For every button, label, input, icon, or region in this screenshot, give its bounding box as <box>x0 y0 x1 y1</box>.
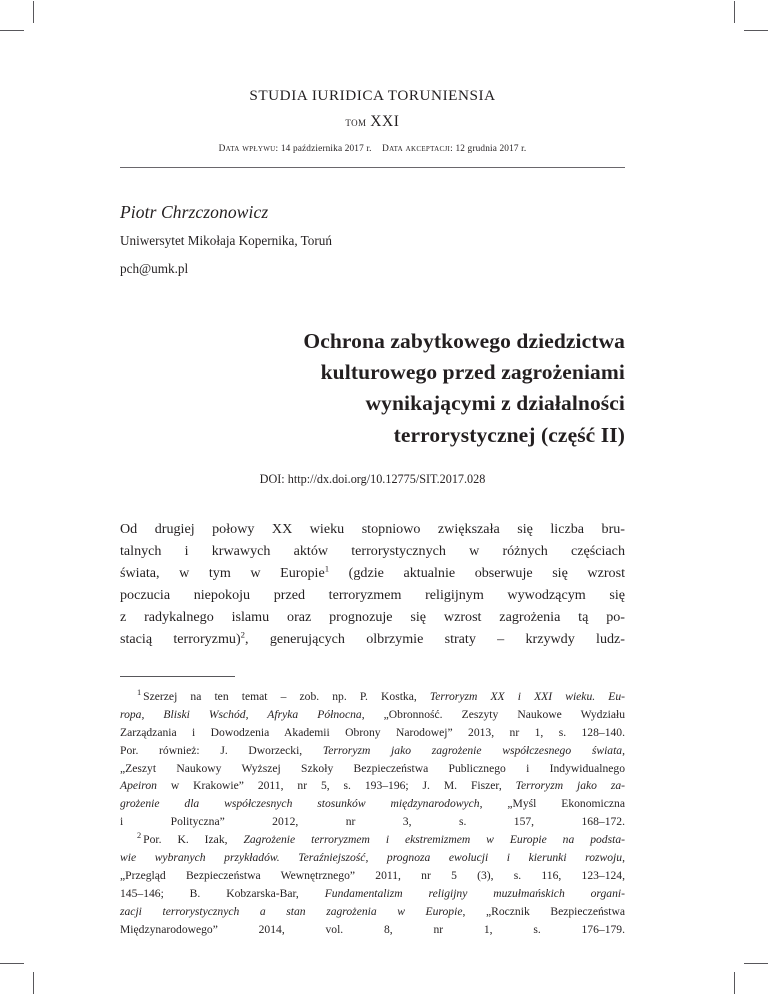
footnote-first-line <box>120 688 625 706</box>
accepted-value: 12 grudnia 2017 r. <box>455 143 527 154</box>
footnote-first-line <box>120 831 625 849</box>
footnote-line: ropa, Bliski Wschód, Afryka Północna, „Obronność. Zeszyty Naukowe Wydziału <box>120 707 625 721</box>
received-value: 14 października 2017 r. <box>280 143 372 154</box>
crop-mark-bottom-left-horizontal <box>0 963 24 964</box>
footnote-line: Zarządzania i Dowodzenia Akademii Obrony Narodowej” 2013, nr 1, s. 128–140. <box>120 725 625 739</box>
article-title <box>120 326 625 451</box>
doi-line[interactable]: DOI: http://dx.doi.org/10.12775/SIT.2017.028 <box>259 471 486 486</box>
journal-masthead <box>120 0 625 155</box>
volume-line <box>120 113 625 132</box>
crop-mark-bottom-right-vertical <box>734 972 735 994</box>
article-title-line: terrorystycznej (część II) <box>393 422 625 447</box>
article-title-line: wynikającymi z działalności <box>365 391 625 416</box>
author-affiliation: Uniwersytet Mikołaja Kopernika, Toruń <box>120 233 332 249</box>
crop-mark-top-left-horizontal <box>0 30 24 31</box>
body-line: talnych i krwawych aktów terrorystycznych w różnych częściach <box>120 542 625 559</box>
body-line-text: (gdzie aktualnie obserwuje się wzrost <box>329 564 625 581</box>
body-line: Od drugiej połowy XX wieku stopniowo zwiększała się liczba bru- <box>120 520 625 537</box>
page-content <box>120 0 625 939</box>
author-block <box>120 201 625 278</box>
body-line: z radykalnego islamu oraz prognozuje się wzrost zagrożenia tą po- <box>120 608 625 625</box>
footnote-line: wie wybranych przykładów. Teraźniejszość, prognoza ewolucji i kierunki rozwoju, <box>120 851 625 865</box>
footnote-line-content: Szerzej na ten temat – zob. np. P. Kostka, Terroryzm XX i XXI wieku. Eu- <box>143 689 626 703</box>
crop-mark-top-left-vertical <box>33 1 34 23</box>
crop-mark-top-right-vertical <box>734 1 735 23</box>
footnotes-section <box>120 688 625 939</box>
body-line-text: stacią terroryzmu) <box>120 630 241 647</box>
author-email: pch@umk.pl <box>120 261 189 277</box>
volume-number: XXI <box>370 113 400 130</box>
footnote-line: „Zeszyt Naukowy Wyższej Szkoły Bezpieczeństwa Publicznego i Indywidualnego <box>120 761 625 775</box>
footnote-ref-2[interactable]: 2 <box>240 629 246 640</box>
footnote-line: grożenie dla współczesnych stosunków międzynarodowych, „Myśl Ekonomiczna <box>120 797 625 811</box>
body-text <box>120 518 625 650</box>
footnote-line: 145–146; B. Kobzarska-Bar, Fundamentalizm religijny muzułmańskich organi- <box>120 886 625 900</box>
accepted-label: Data akceptacji: <box>382 143 453 154</box>
header-divider <box>120 167 625 168</box>
article-title-line: Ochrona zabytkowego dziedzictwa <box>303 329 625 354</box>
footnote-line: „Przegląd Bezpieczeństwa Wewnętrznego” 2011, nr 5 (3), s. 116, 123–124, <box>120 868 625 882</box>
body-line: poczucia niepokoju przed terroryzmem religijnym wywodzącym się <box>120 586 625 603</box>
body-line <box>120 562 625 584</box>
received-label: Data wpływu: <box>218 143 279 154</box>
crop-mark-top-right-horizontal <box>744 30 768 31</box>
journal-title: STUDIA IURIDICA TORUNIENSIA <box>249 87 496 104</box>
footnote-number: 2 <box>137 831 142 841</box>
body-paragraph <box>120 518 625 650</box>
submission-dates <box>120 143 625 155</box>
footnote-item <box>120 688 625 831</box>
article-title-line: kulturowego przed zagrożeniami <box>320 360 625 385</box>
body-line-text: , generujących olbrzymie straty – krzywdy ludz- <box>245 630 625 647</box>
body-line <box>120 628 625 650</box>
author-name: Piotr Chrzczonowicz <box>120 201 269 222</box>
footnote-line: Międzynarodowego” 2014, vol. 8, nr 1, s. 176–179. <box>120 922 625 936</box>
crop-mark-bottom-right-horizontal <box>744 963 768 964</box>
footnote-ref-1[interactable]: 1 <box>324 563 330 573</box>
crop-mark-bottom-left-vertical <box>33 972 34 994</box>
footnote-divider <box>120 676 235 677</box>
body-line-text: świata, w tym w Europie <box>120 564 325 581</box>
footnote-number: 1 <box>137 688 142 698</box>
footnote-line: Por. również: J. Dworzecki, Terroryzm jako zagrożenie współczesnego świata, <box>120 743 626 757</box>
footnote-line: i Polityczna” 2012, nr 3, s. 157, 168–172. <box>120 815 625 829</box>
footnote-item <box>120 831 625 938</box>
footnote-line: zacji terrorystycznych a stan zagrożenia w Europie, „Rocznik Bezpieczeństwa <box>120 904 626 918</box>
volume-label: tom <box>345 114 367 129</box>
footnote-line: Apeiron w Krakowie” 2011, nr 5, s. 193–196; J. M. Fiszer, Terroryzm jako za- <box>120 779 626 793</box>
footnote-line-content: Por. K. Izak, Zagrożenie terroryzmem i ekstremizmem w Europie na podsta- <box>143 833 625 847</box>
